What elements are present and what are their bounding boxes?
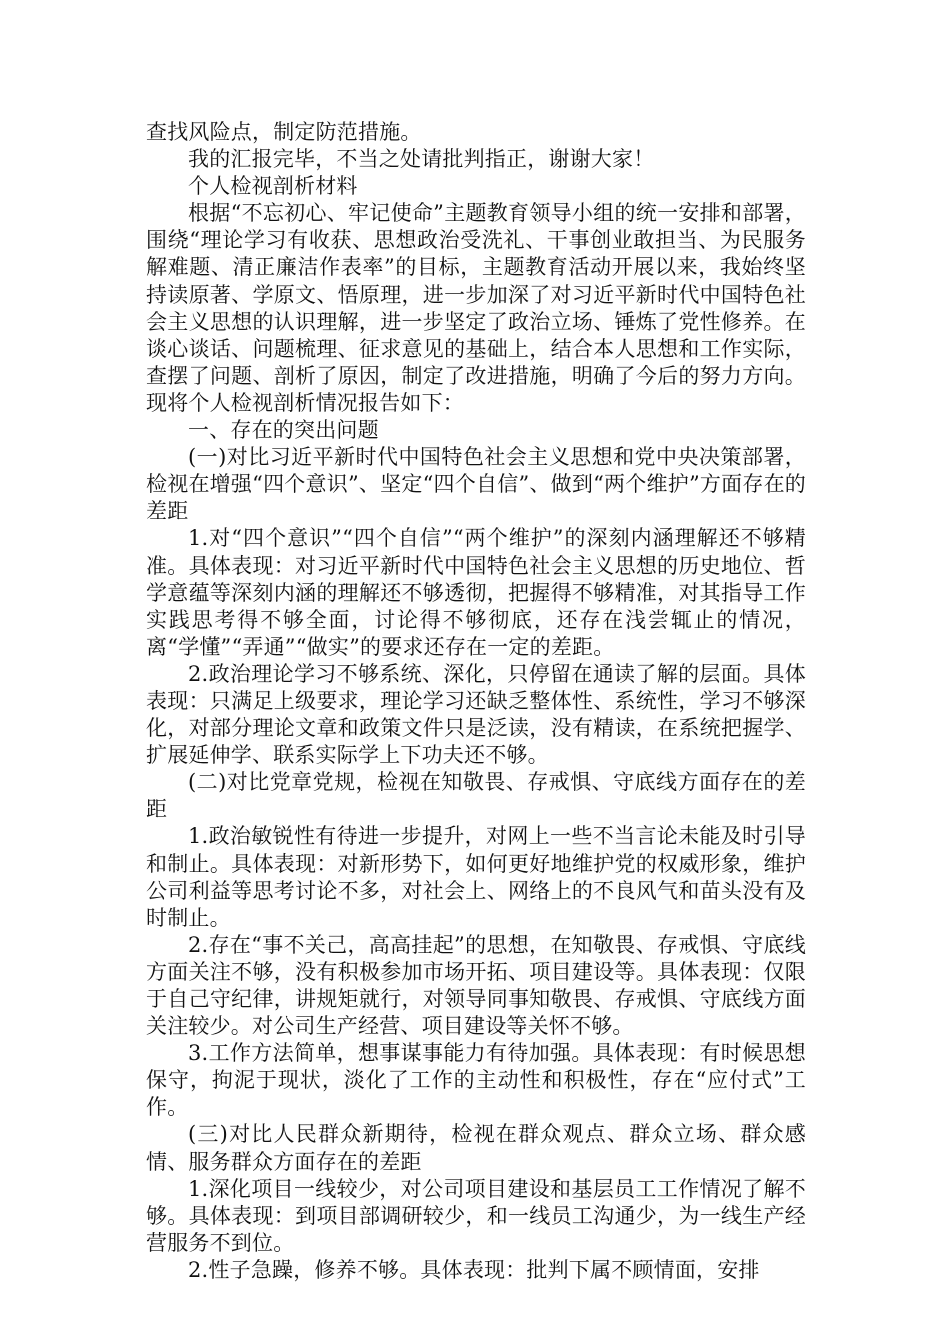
paragraph-item-2-1: 1.政治敏锐性有待进一步提升，对网上一些不当言论未能及时引导和制止。具体表现：对新形势下，如何更好地维护党的权威形象，维护公司利益等思考讨论不多，对社会上、网络上的不良风气和苗头没有及时制止。: [146, 824, 806, 930]
paragraph-item-3-1: 1.深化项目一线较少，对公司项目建设和基层员工工作情况了解不够。具体表现：到项目部调研较少，和一线员工沟通少，为一线生产经营服务不到位。: [146, 1176, 806, 1255]
subsection-heading-3: (三)对比人民群众新期待，检视在群众观点、群众立场、群众感情、服务群众方面存在的差距: [146, 1122, 806, 1174]
paragraph-item-2-2: 2.存在“事不关己，高高挂起”的思想，在知敬畏、存戒惧、守底线方面关注不够，没有积极参加市场开拓、项目建设等。具体表现：仅限于自己守纪律，讲规矩就行，对领导同事知敬畏、存戒惧、守底线方面关注较少。对公司生产经营、项目建设等关怀不够。: [146, 932, 806, 1039]
document-title: 个人检视剖析材料: [188, 174, 358, 199]
paragraph-2: 我的汇报完毕，不当之处请批判指正，谢谢大家！: [188, 147, 655, 172]
paragraph-intro: 根据“不忘初心、牢记使命”主题教育领导小组的统一安排和部署，围绕“理论学习有收获、思想政治受洗礼、干事创业敢担当、为民服务解难题、清正廉洁作表率”的目标，主题教育活动开展以来，我始终坚持读原著、学原文、悟原理，进一步加深了对习近平新时代中国特色社会主义思想的认识理解，进一步坚定了政治立场、锤炼了党性修养。在谈心谈话、问题梳理、征求意见的基础上，结合本人思想和工作实际，查摆了问题、剖析了原因，制定了改进措施，明确了今后的努力方向。现将个人检视剖析情况报告如下：: [146, 201, 806, 415]
section-heading-1: 一、存在的突出问题: [188, 418, 379, 443]
subsection-heading-1: (一)对比习近平新时代中国特色社会主义思想和党中央决策部署，检视在增强“四个意识”、坚定“四个自信”、做到“两个维护”方面存在的差距: [146, 445, 806, 524]
document-page: [146, 119, 806, 1284]
paragraph-item-2-3: 3.工作方法简单，想事谋事能力有待加强。具体表现：有时候思想保守，拘泥于现状，淡化了工作的主动性和积极性，存在“应付式”工作。: [146, 1041, 806, 1120]
paragraph-item-3-2: 2.性子急躁，修养不够。具体表现：批判下属不顾情面，安排: [188, 1257, 760, 1282]
subsection-heading-2: (二)对比党章党规，检视在知敬畏、存戒惧、守底线方面存在的差距: [146, 770, 806, 822]
paragraph-item-1-2: 2.政治理论学习不够系统、深化，只停留在通读了解的层面。具体表现：只满足上级要求，理论学习还缺乏整体性、系统性，学习不够深化，对部分理论文章和政策文件只是泛读，没有精读，在系统把握学、扩展延伸学、联系实际学上下功夫还不够。: [146, 661, 806, 768]
paragraph-1: 查找风险点，制定防范措施。: [146, 120, 422, 144]
paragraph-item-1-1: 1.对“四个意识”“四个自信”“两个维护”的深刻内涵理解还不够精准。具体表现：对习近平新时代中国特色社会主义思想的历史地位、哲学意蕴等深刻内涵的理解还不够透彻，把握得不够精准，对其指导工作实践思考得不够全面，讨论得不够彻底，还存在浅尝辄止的情况，离“学懂”“弄通”“做实”的要求还存在一定的差距。: [146, 526, 806, 659]
